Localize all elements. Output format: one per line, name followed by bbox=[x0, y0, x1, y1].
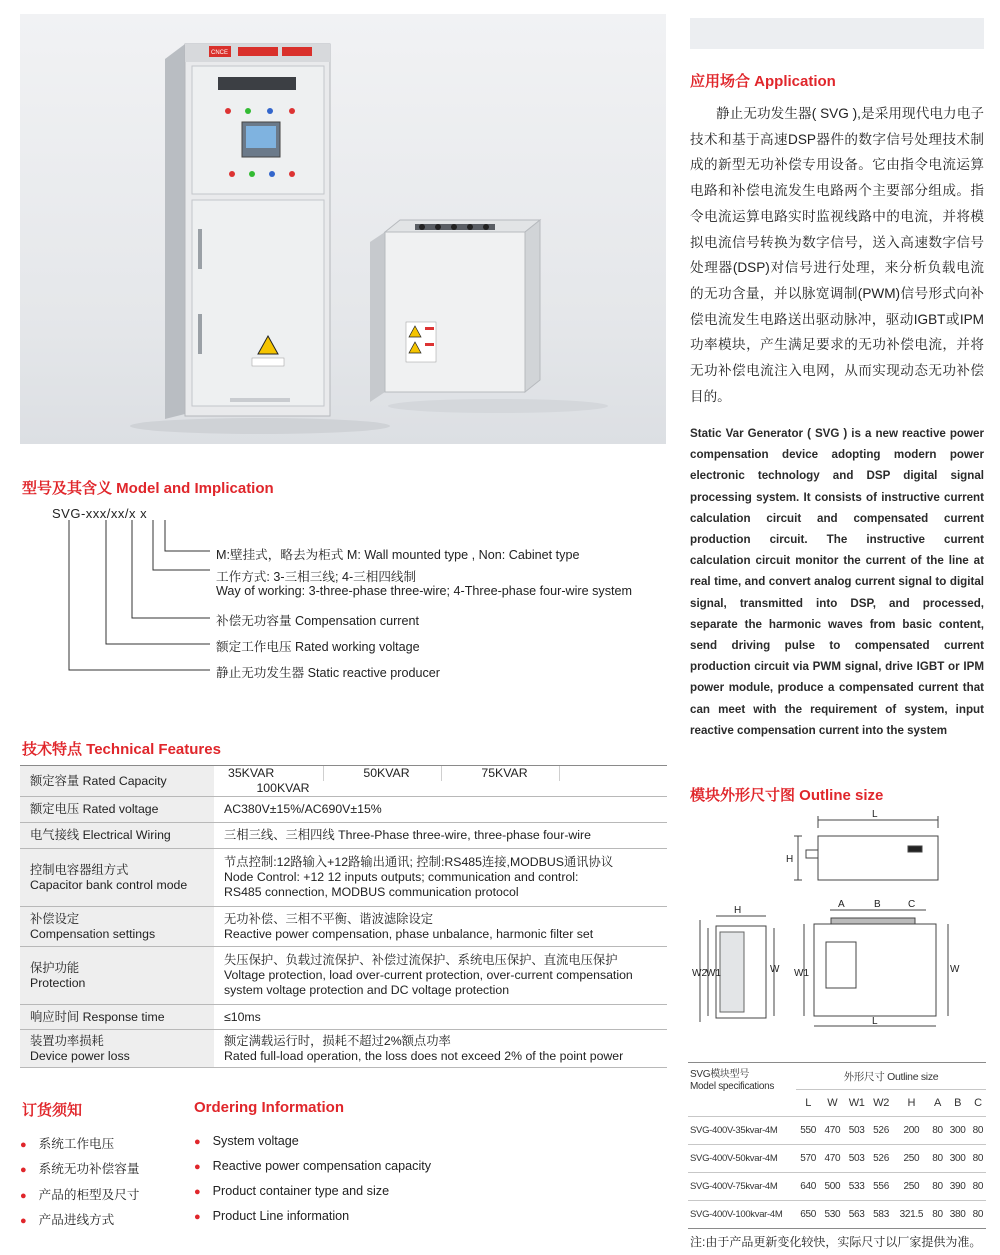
application-cn-text: 静止无功发生器( SVG ),是采用现代电力电子技术和基于高速DSP器件的数字信号处理技术制成的新型无功补偿专用设备。它由指令电流运算电路和补偿电流发生电路两个主要部分组成。指令电流运算电路实时监视线路中的电流，并将模拟电流信号转换为数字信号，送入高速数字信号处理器(DSP)对信号进行处理，来分析负载电流的无功含量，并以脉宽调制(PWM)信号形式向补偿电流发生电路送出驱动脉冲，驱动IGBT或IPM功率模块，产生满足要求的无功补偿电流，并将无功补偿电流注入电网，从而实现动态无功补偿目的。 bbox=[690, 106, 984, 404]
ordering-item-cn: ● 系统无功补偿容量 bbox=[20, 1162, 140, 1176]
model-line-way-en: Way of working: 3-three-phase three-wire; 4-Three-phase four-wire system bbox=[216, 584, 632, 598]
size-cell: 80 bbox=[929, 1117, 945, 1145]
size-cell: 80 bbox=[970, 1117, 986, 1145]
model-cell: SVG-400V-50kvar-4M bbox=[688, 1145, 796, 1173]
model-line-comp: 补偿无功容量 Compensation current bbox=[216, 614, 419, 628]
product-illustration bbox=[20, 14, 666, 444]
model-code: SVG-xxx/xx/x x bbox=[52, 506, 148, 521]
size-cell: 640 bbox=[796, 1173, 820, 1201]
size-cell: 380 bbox=[946, 1201, 970, 1229]
table-row bbox=[688, 1201, 986, 1229]
model-cell: SVG-400V-75kvar-4M bbox=[688, 1173, 796, 1201]
feature-value: ≤10ms bbox=[214, 1005, 667, 1030]
size-cell: 500 bbox=[820, 1173, 844, 1201]
dim-label: W1 bbox=[794, 968, 809, 979]
dim-label: W bbox=[950, 964, 960, 975]
size-cell: 570 bbox=[796, 1145, 820, 1173]
column-header: W2 bbox=[869, 1090, 893, 1117]
feature-label: 响应时间 Response time bbox=[20, 1005, 214, 1030]
feature-label: 电气接线 Electrical Wiring bbox=[20, 823, 214, 849]
table-header-size: 外形尺寸 Outline size bbox=[796, 1063, 986, 1090]
dim-label: L bbox=[872, 1016, 878, 1027]
model-title: 型号及其含义 Model and Implication bbox=[22, 480, 274, 497]
size-cell: 563 bbox=[844, 1201, 868, 1229]
size-cell: 250 bbox=[893, 1173, 929, 1201]
table-header-model: SVG模块型号 Model specifications bbox=[688, 1063, 796, 1117]
column-header: W bbox=[820, 1090, 844, 1117]
feature-label: 装置功率损耗 Device power loss bbox=[20, 1030, 214, 1068]
size-cell: 80 bbox=[929, 1173, 945, 1201]
feature-value: AC380V±15%/AC690V±15% bbox=[214, 797, 667, 823]
dim-label: C bbox=[908, 899, 916, 910]
ordering-item-cn: ● 系统工作电压 bbox=[20, 1137, 115, 1151]
size-cell: 80 bbox=[970, 1145, 986, 1173]
size-cell: 470 bbox=[820, 1145, 844, 1173]
size-cell: 533 bbox=[844, 1173, 868, 1201]
size-cell: 530 bbox=[820, 1201, 844, 1229]
size-cell: 80 bbox=[970, 1201, 986, 1229]
feature-label: 保护功能 Protection bbox=[20, 947, 214, 1005]
feature-value: 三相三线、三相四线 Three-Phase three-wire, three-phase four-wire bbox=[214, 823, 667, 849]
column-header: C bbox=[970, 1090, 986, 1117]
size-cell: 503 bbox=[844, 1117, 868, 1145]
dim-label: H bbox=[734, 905, 742, 916]
dim-label: W2 bbox=[692, 968, 707, 979]
table-row bbox=[688, 1145, 986, 1173]
feature-label: 额定容量 Rated Capacity bbox=[20, 766, 214, 797]
outline-size-table bbox=[688, 1062, 986, 1229]
size-cell: 80 bbox=[929, 1145, 945, 1173]
feature-label: 额定电压 Rated voltage bbox=[20, 797, 214, 823]
feature-value: 节点控制:12路输入+12路输出通讯; 控制:RS485连接,MODBUS通讯协议 Node Control: +12 12 inputs outputs; communication and control: RS485 connection, MODBUS communication protocol bbox=[214, 849, 667, 907]
ordering-item-cn: ● 产品进线方式 bbox=[20, 1213, 115, 1227]
feature-label: 补偿设定 Compensation settings bbox=[20, 907, 214, 947]
size-cell: 470 bbox=[820, 1117, 844, 1145]
size-cell: 200 bbox=[893, 1117, 929, 1145]
dim-label: A bbox=[838, 899, 845, 910]
ordering-item-en: ● System voltage bbox=[194, 1134, 299, 1148]
table-row bbox=[688, 1117, 986, 1145]
outline-diagram bbox=[686, 808, 986, 1034]
outline-note: 注:由于产品更新变化较快，实际尺寸以厂家提供为准。 bbox=[690, 1235, 982, 1249]
dim-label: H bbox=[786, 854, 794, 865]
dim-label: L bbox=[872, 809, 878, 820]
size-cell: 300 bbox=[946, 1145, 970, 1173]
size-cell: 556 bbox=[869, 1173, 893, 1201]
capacity-cell: 35KVAR bbox=[220, 766, 324, 781]
column-header: H bbox=[893, 1090, 929, 1117]
column-header: A bbox=[929, 1090, 945, 1117]
capacity-cell: 75KVAR bbox=[442, 766, 560, 781]
size-cell: 321.5 bbox=[893, 1201, 929, 1229]
size-cell: 526 bbox=[869, 1145, 893, 1173]
dim-label: W1 bbox=[706, 968, 721, 979]
size-cell: 300 bbox=[946, 1117, 970, 1145]
application-title: 应用场合 Application bbox=[690, 73, 836, 90]
application-en-text: Static Var Generator ( SVG ) is a new reactive power compensation device adopting modern power electronic technology and DSP digital signal processing system. It consists of instructive current calculation circuit and compensated current production circuit. The instructive current calculation circuit monitor the current of the line at real time, and convert analog current signal to digital signal, transmitted into DSP, and processed, separate the harmonic waves from basic content, send driving pulse to compensated current production circuit via PWM signal, drive IGBT or IPM power module, produce a compensated current that can meet with the requirement of system, input reactive compensation current into the system bbox=[690, 427, 984, 737]
product-photo bbox=[20, 14, 666, 444]
model-bracket-lines bbox=[60, 520, 220, 680]
capacity-cell: 50KVAR bbox=[324, 766, 442, 781]
ordering-title-cn: 订货须知 bbox=[22, 1102, 83, 1119]
capacity-cell: 100KVAR bbox=[256, 781, 310, 795]
ordering-item-en: ● Product Line information bbox=[194, 1209, 350, 1223]
size-cell: 550 bbox=[796, 1117, 820, 1145]
size-cell: 503 bbox=[844, 1145, 868, 1173]
model-line-voltage: 额定工作电压 Rated working voltage bbox=[216, 640, 420, 654]
model-cell: SVG-400V-35kvar-4M bbox=[688, 1117, 796, 1145]
dim-label: B bbox=[874, 899, 881, 910]
column-header: L bbox=[796, 1090, 820, 1117]
model-cell: SVG-400V-100kvar-4M bbox=[688, 1201, 796, 1229]
feature-value: 失压保护、负载过流保护、补偿过流保护、系统电压保护、直流电压保护 Voltage protection, load over-current protection, over-current compensation system voltage protection and DC voltage protection bbox=[214, 947, 667, 1005]
model-line-way-cn: 工作方式: 3-三相三线; 4-三相四线制 bbox=[216, 570, 417, 584]
model-line-m: M:壁挂式，略去为柜式 M: Wall mounted type , Non: Cabinet type bbox=[216, 548, 580, 562]
table-row bbox=[688, 1173, 986, 1201]
ordering-item-cn: ● 产品的柜型及尺寸 bbox=[20, 1188, 140, 1202]
features-table bbox=[20, 765, 667, 1068]
features-title: 技术特点 Technical Features bbox=[22, 741, 221, 758]
size-cell: 526 bbox=[869, 1117, 893, 1145]
feature-value: 额定满载运行时，损耗不超过2%额点功率 Rated full-load operation, the loss does not exceed 2% of the point power bbox=[214, 1030, 667, 1068]
ordering-title-en: Ordering Information bbox=[194, 1099, 344, 1116]
ordering-item-en: ● Product container type and size bbox=[194, 1184, 390, 1198]
size-cell: 80 bbox=[970, 1173, 986, 1201]
cabinet-brand: CNCE bbox=[211, 50, 229, 56]
dim-label: W bbox=[770, 964, 780, 975]
feature-value: 无功补偿、三相不平衡、谐波滤除设定 Reactive power compensation, phase unbalance, harmonic filter set bbox=[214, 907, 667, 947]
size-cell: 80 bbox=[929, 1201, 945, 1229]
ordering-item-en: ● Reactive power compensation capacity bbox=[194, 1159, 432, 1173]
column-header: B bbox=[946, 1090, 970, 1117]
size-cell: 583 bbox=[869, 1201, 893, 1229]
size-cell: 250 bbox=[893, 1145, 929, 1173]
column-header: W1 bbox=[844, 1090, 868, 1117]
size-cell: 390 bbox=[946, 1173, 970, 1201]
feature-label: 控制电容器组方式 Capacitor bank control mode bbox=[20, 849, 214, 907]
outline-title: 模块外形尺寸图 Outline size bbox=[690, 787, 884, 804]
model-line-producer: 静止无功发生器 Static reactive producer bbox=[216, 666, 440, 680]
header-band bbox=[690, 18, 984, 49]
size-cell: 650 bbox=[796, 1201, 820, 1229]
